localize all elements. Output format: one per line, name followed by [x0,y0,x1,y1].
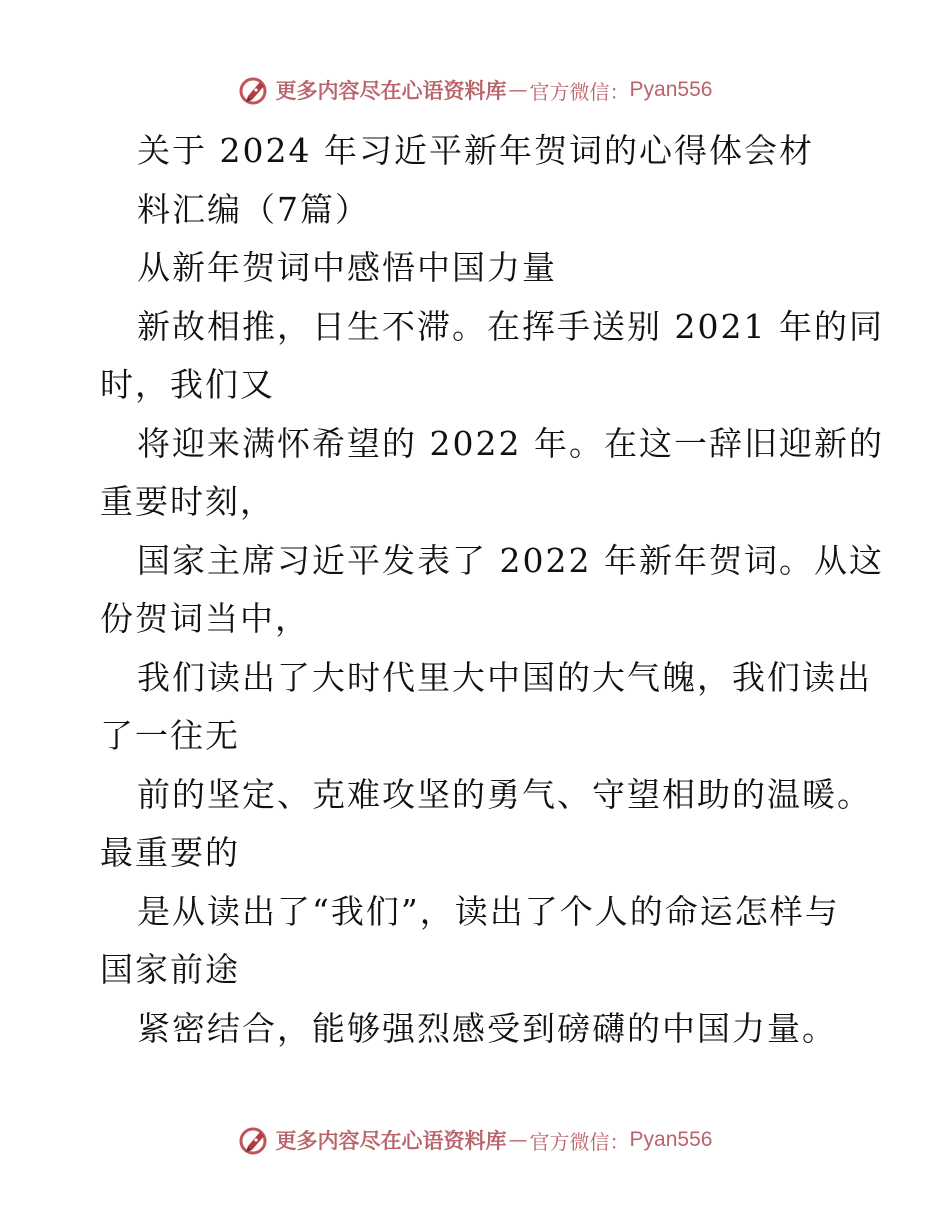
paragraph-line: 了一往无 [100,716,240,755]
section-heading: 从新年贺词中感悟中国力量 [137,248,557,287]
banner-main-text: 更多内容尽在心语资料库 [275,1129,507,1153]
paragraph-line: 新故相推，日生不滞。在挥手送别 2021 年的同 [137,306,884,346]
paragraph-line: 国家主席习近平发表了 2022 年新年贺词。从这 [137,540,884,580]
paragraph-line: 紧密结合，能够强烈感受到磅礴的中国力量。 [137,1008,837,1048]
paragraph-line: 前的坚定、克难攻坚的勇气、守望相助的温暖。 [137,774,872,814]
banner-separator: — [508,1129,528,1151]
banner-wechat-label: 官方微信： [529,79,630,104]
document-body [100,122,884,1058]
pen-nib-circle-icon [238,74,270,106]
document-title-line-2: 料汇编（7篇） [137,189,370,229]
paragraph-line: 重要时刻， [100,482,275,521]
banner-separator: — [508,79,528,101]
paragraph-line: 最重要的 [100,833,240,872]
paragraph-line: 是从读出了“我们”，读出了个人的命运怎样与 [137,891,840,931]
paragraph-line: 时，我们又 [100,365,275,404]
paragraph-line: 将迎来满怀希望的 2022 年。在这一辞旧迎新的 [137,423,884,463]
header-watermark-banner [0,70,950,110]
banner-wechat-label: 官方微信： [529,1129,630,1154]
paragraph-line: 我们读出了大时代里大中国的大气魄，我们读出 [137,657,872,697]
banner-main-text: 更多内容尽在心语资料库 [275,79,507,103]
document-title-line-1: 关于 2024 年习近平新年贺词的心得体会材 [137,131,814,170]
paragraph-line: 国家前途 [100,950,240,989]
banner-wechat-handle: Pyan556 [629,1128,713,1151]
pen-nib-circle-icon [238,1124,270,1156]
banner-wechat-handle: Pyan556 [629,78,713,101]
footer-watermark-banner [0,1120,950,1160]
paragraph-line: 份贺词当中， [100,599,310,638]
